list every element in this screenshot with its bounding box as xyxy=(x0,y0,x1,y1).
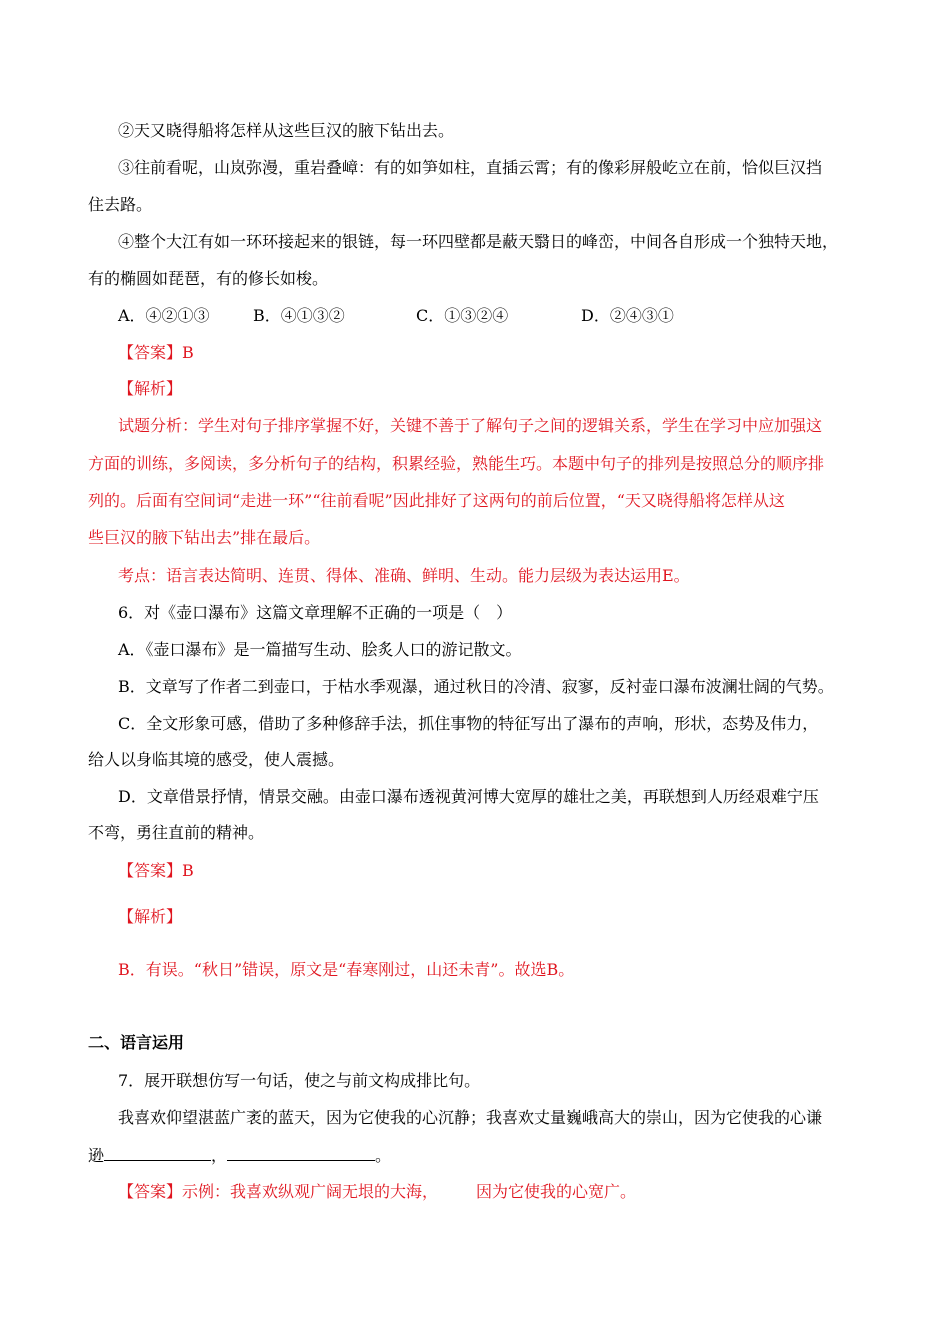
q5-item-4: ④整个大江有如一环环接起来的银链，每一环四壁都是蔽天翳日的峰峦，中间各自形成一个独特天地， xyxy=(118,232,839,251)
q6-answer-value: B xyxy=(182,861,194,880)
q5-item-4-cont: 有的椭圆如琵琶，有的修长如梭。 xyxy=(88,269,329,288)
q7-comma: ， xyxy=(211,1146,228,1165)
q7-answer-part-2: 因为它使我的心宽广。 xyxy=(476,1182,637,1201)
q6-answer-tag: 【答案】 xyxy=(118,861,183,880)
q5-kaodian: 考点：语言表达简明、连贯、得体、准确、鲜明、生动。能力层级为表达运用E。 xyxy=(118,566,690,585)
q6-option-c-cont: 给人以身临其境的感受，使人震撼。 xyxy=(88,750,345,769)
q6-stem: 6．对《壶口瀑布》这篇文章理解不正确的一项是（ ） xyxy=(118,603,513,622)
q6-option-c: C．全文形象可感，借助了多种修辞手法，抓住事物的特征写出了瀑布的声响，形状，态势及伟力， xyxy=(118,714,819,733)
q5-item-3: ③往前看呢，山岚弥漫，重岩叠嶂：有的如笋如柱，直插云霄；有的像彩屏般屹立在前，恰似巨汉挡 xyxy=(118,158,823,177)
q7-period: 。 xyxy=(375,1146,392,1165)
q5-answer xyxy=(118,342,194,364)
q5-analysis-line-3: 列的。后面有空间词“走进一环”“往前看呢”因此排好了这两句的前后位置，“天又晓得船将怎样从这 xyxy=(88,491,785,510)
q5-option-b: B．④①③② xyxy=(253,306,345,325)
q5-analysis-line-4: 些巨汉的腋下钻出去”排在最后。 xyxy=(88,528,321,547)
q5-option-d: D．②④③① xyxy=(581,306,674,325)
q6-option-a: A．《壶口瀑布》是一篇描写生动、脍炙人口的游记散文。 xyxy=(118,640,522,659)
q6-answer xyxy=(118,860,194,882)
q6-analysis-tag: 【解析】 xyxy=(118,907,183,926)
q6-analysis: B．有误。“秋日”错误，原文是“春寒刚过，山还未青”。故选B。 xyxy=(118,960,575,979)
q6-option-d: D．文章借景抒情，情景交融。由壶口瀑布透视黄河博大宽厚的雄壮之美，再联想到人历经艰难宁压 xyxy=(118,787,819,806)
q5-item-2: ②天又晓得船将怎样从这些巨汉的腋下钻出去。 xyxy=(118,121,455,140)
q7-prompt-line-1: 我喜欢仰望湛蓝广袤的蓝天，因为它使我的心沉静；我喜欢丈量巍峨高大的崇山，因为它使我的心谦 xyxy=(118,1108,823,1127)
answer-blank-1[interactable] xyxy=(104,1144,211,1161)
q7-prompt-line-2 xyxy=(88,1144,391,1167)
q5-analysis-tag: 【解析】 xyxy=(118,379,183,398)
q5-answer-value: B xyxy=(182,343,194,362)
q7-answer xyxy=(118,1181,636,1203)
q5-option-c: C．①③②④ xyxy=(416,306,509,325)
q5-analysis-line-2: 方面的训练，多阅读，多分析句子的结构，积累经验，熟能生巧。本题中句子的排列是按照总分的顺序排 xyxy=(88,454,825,473)
q7-stem: 7．展开联想仿写一句话，使之与前文构成排比句。 xyxy=(118,1071,481,1090)
q5-option-a: A．④②①③ xyxy=(118,306,210,325)
q5-answer-tag: 【答案】 xyxy=(118,343,183,362)
q6-option-d-cont: 不弯，勇往直前的精神。 xyxy=(88,823,265,842)
q6-option-b: B．文章写了作者二到壶口，于枯水季观瀑，通过秋日的冷清、寂寥，反衬壶口瀑布波澜壮阔的气势。 xyxy=(118,677,834,696)
q5-item-3-cont: 住去路。 xyxy=(88,195,153,214)
q7-answer-tag: 【答案】 xyxy=(118,1182,183,1201)
q7-prompt-tail: 逊 xyxy=(88,1146,105,1165)
q7-answer-part-1: 示例：我喜欢纵观广阔无垠的大海， xyxy=(182,1182,439,1201)
q5-analysis-line-1: 试题分析：学生对句子排序掌握不好，关键不善于了解句子之间的逻辑关系，学生在学习中应加强这 xyxy=(118,416,823,435)
answer-blank-2[interactable] xyxy=(227,1144,375,1161)
section-heading: 二、语言运用 xyxy=(88,1033,185,1052)
